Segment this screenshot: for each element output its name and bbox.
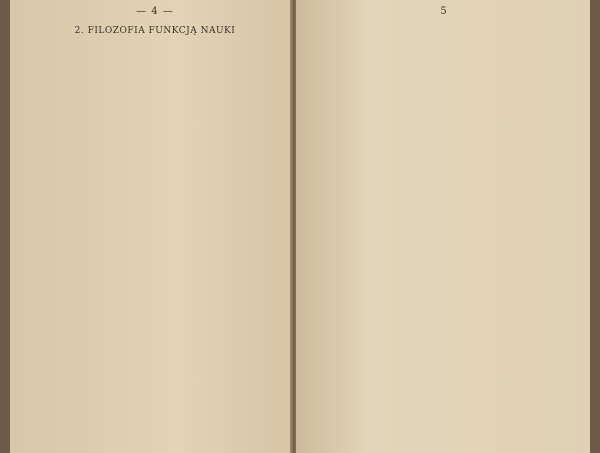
right-page (296, 0, 590, 453)
book-spread (10, 0, 590, 453)
left-page (10, 0, 292, 453)
right-page-number: 5 (440, 6, 448, 17)
left-page-number: — 4 — (136, 6, 174, 17)
section-title: 2. FILOZOFIA FUNKCJĄ NAUKI (74, 26, 236, 36)
